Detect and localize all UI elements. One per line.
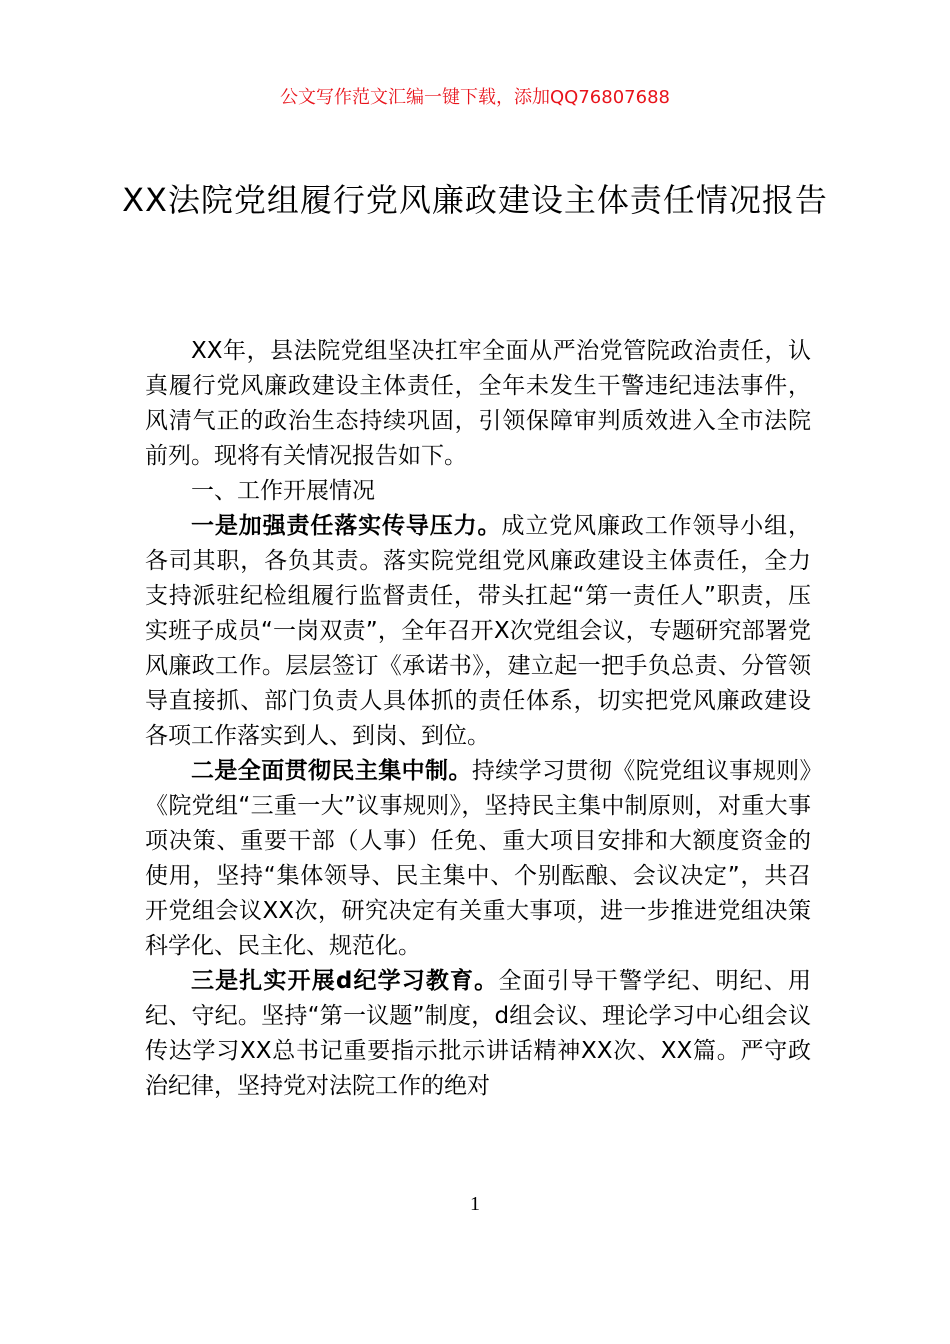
intro-paragraph: XX年，县法院党组坚决扛牢全面从严治党管院政治责任，认真履行党风廉政建设主体责任，全年未发生干警违纪违法事件，风清气正的政治生态持续巩固，引领保障审判质效进入全市法院前列。现将有关情况报告如下。 — [145, 338, 811, 469]
paragraph-lead: 二是全面贯彻民主集中制。 — [191, 758, 472, 784]
page-number: 1 — [470, 1193, 480, 1215]
paragraph-text: 全面引导干警学纪、明纪、用纪、守纪。坚持“第一议题”制度，d组会议、理论学习中心组会议传达学习XX总书记重要指示批示讲话精神XX次、XX篇。严守政治纪律，坚持党对法院工作的绝对 — [145, 968, 812, 1099]
body-paragraph — [145, 754, 811, 964]
body-paragraph — [145, 509, 811, 754]
paragraph-lead: 三是扎实开展d纪学习教育。 — [191, 968, 499, 994]
document-title: XX法院党组履行党风廉政建设主体责任情况报告 — [122, 181, 828, 219]
paragraph-text: 持续学习贯彻《院党组议事规则》《院党组“三重一大”议事规则》，坚持民主集中制原则，对重大事项决策、重要干部（人事）任免、重大项目安排和大额度资金的使用，坚持“集体领导、民主集中、个别酝酿、会议决定”，共召开党组会议XX次，研究决定有关重大事项，进一步推进党组决策科学化、民主化、规范化。 — [145, 758, 812, 959]
document-body — [145, 334, 811, 1104]
body-paragraph — [145, 964, 811, 1104]
paragraph-lead: 一是加强责任落实传导压力。 — [191, 513, 502, 539]
section-heading: 一、工作开展情况 — [191, 478, 375, 504]
paragraph-text: 成立党风廉政工作领导小组，各司其职，各负其责。落实院党组党风廉政建设主体责任，全力支持派驻纪检组履行监督责任，带头扛起“第一责任人”职责，压实班子成员“一岗双责”，全年召开X次党组会议，专题研究部署党风廉政工作。层层签订《承诺书》，建立起一把手负总责、分管领导直接抓、部门负责人具体抓的责任体系，切实把党风廉政建设各项工作落实到人、到岗、到位。 — [145, 513, 812, 749]
header-note: 公文写作范文汇编一键下载，添加QQ76807688 — [280, 87, 670, 108]
